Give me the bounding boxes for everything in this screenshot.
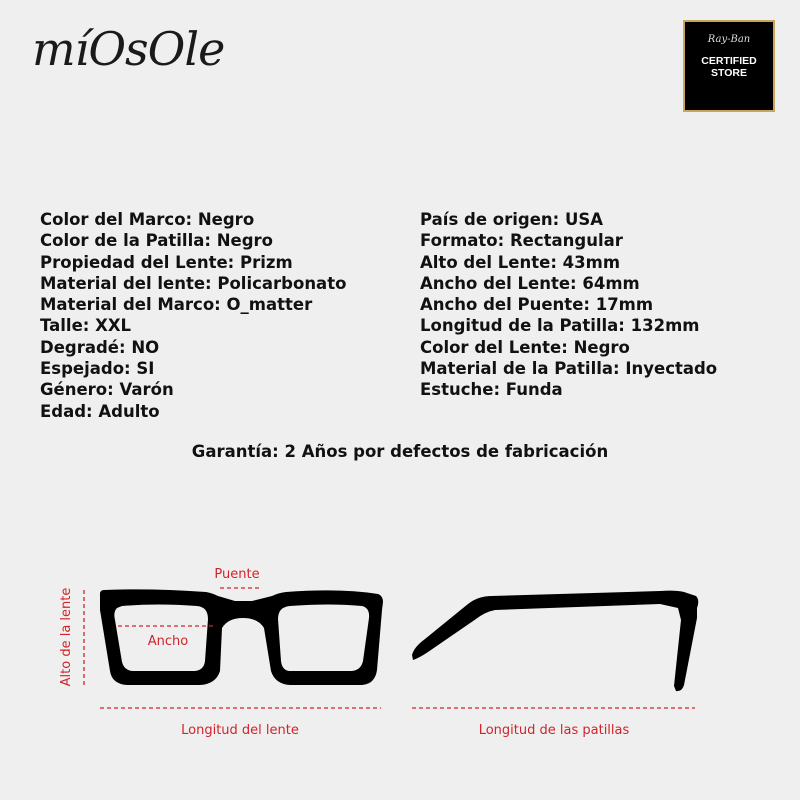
spec-item: Color del Lente: Negro <box>420 337 630 357</box>
spec-item: Degradé: NO <box>40 337 160 357</box>
specs-right-column <box>420 209 717 401</box>
spec-item: Color del Marco: Negro <box>40 210 255 229</box>
spec-item: Edad: Adulto <box>40 401 160 421</box>
spec-item: Material de la Patilla: Inyectado <box>420 359 718 379</box>
spec-item: Longitud de la Patilla: 132mm <box>420 316 700 336</box>
spec-item: Formato: Rectangular <box>420 231 623 251</box>
spec-item: Propiedad del Lente: Prizm <box>40 252 293 272</box>
lens-width-label: Ancho <box>147 634 189 649</box>
spec-item: País de origen: USA <box>420 210 604 229</box>
spec-item: Género: Varón <box>40 380 174 400</box>
spec-item: Estuche: Funda <box>420 380 563 400</box>
bridge-label: Puente <box>214 567 260 582</box>
brand-logo: míOsOle <box>32 22 225 76</box>
spec-item: Alto del Lente: 43mm <box>420 252 621 272</box>
specs-left-column <box>40 209 346 422</box>
glasses-side-view-icon <box>412 591 698 691</box>
spec-item: Ancho del Lente: 64mm <box>420 273 640 293</box>
badge-line-2: STORE <box>711 67 747 79</box>
spec-item: Espejado: SI <box>40 359 155 379</box>
lens-length-label: Longitud del lente <box>181 723 299 738</box>
glasses-front-view-icon <box>100 589 383 685</box>
spec-item: Material del lente: Policarbonato <box>40 273 347 293</box>
spec-item: Color de la Patilla: Negro <box>40 231 273 251</box>
ray-ban-logo: Ray-Ban <box>707 34 751 45</box>
lens-height-label: Alto de la lente <box>59 587 74 687</box>
measurement-diagram <box>0 540 800 770</box>
spec-item: Material del Marco: O_matter <box>40 295 313 315</box>
warranty-text: Garantía: 2 Años por defectos de fabricación <box>191 442 609 461</box>
spec-item: Talle: XXL <box>40 316 132 336</box>
spec-item: Ancho del Puente: 17mm <box>420 295 654 315</box>
certified-store-badge <box>683 20 775 112</box>
badge-line-1: CERTIFIED <box>701 55 757 67</box>
temple-length-label: Longitud de las patillas <box>478 723 630 738</box>
